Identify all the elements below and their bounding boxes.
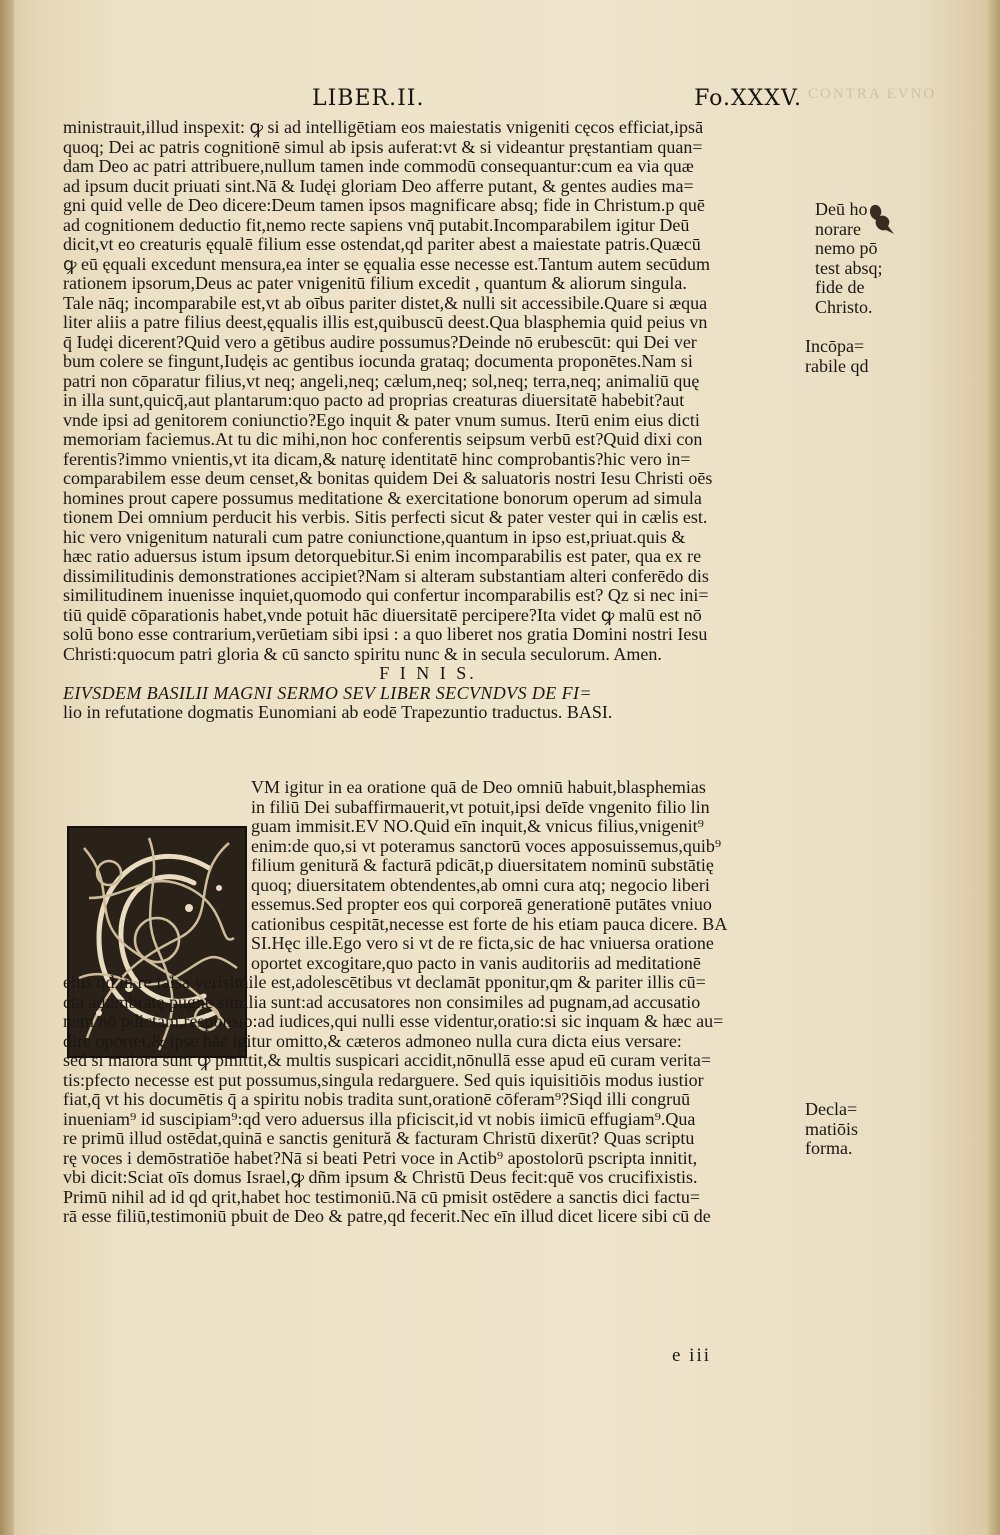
text-line: Christi:quocum patri gloria & cū sancto spiritu nunc & in secula seculorum. Amen. — [63, 644, 662, 664]
text-line: in filiū Dei subaffirmauerit,vt potuit,ipsi deīde vngenito filio lin — [251, 797, 710, 817]
text-line: tis:pfecto necesse est put possumus,singula redarguere. Sed quis iquisitiōis modus iustior — [63, 1070, 704, 1090]
text-line: tionem Dei omnium perducit his verbis. Sitis perfecti sicut & pater vester qui in cælis est. — [63, 508, 708, 527]
text-line: memoriam faciemus.At tu dic mihi,non hoc conferentis seipsum verbū est?Quid dixi con — [63, 430, 703, 449]
text-line: oportet excogitare,quo pacto in vanis auditoriis ad meditationē — [251, 953, 701, 973]
second-sermon-text — [63, 778, 793, 1227]
sermon-title-continued: lio in refutatione dogmatis Eunomiani ab eodē Trapezuntio traductus. BASI. — [63, 703, 613, 722]
text-line: dissimilitudinis demonstrationes accipiet?Nam si alteram substantiam alteri conferēdo dis — [63, 566, 709, 586]
sermon-title: EIVSDEM BASILII MAGNI SERMO SEV LIBER SECVNDVS DE FI= — [63, 683, 592, 703]
signature-mark: e iii — [672, 1345, 712, 1366]
text-line: vnde ipsi ad genitorem coniunctio?Ego inquit & pater vnum sumus. Iterū enim eius dicti — [63, 410, 700, 430]
page-gutter-shadow — [0, 0, 14, 1535]
text-line: ad cognitionem deductio fit,nemo recte sapiens vnq̄ putabit.Incomparabilem igitur Deū — [63, 215, 690, 235]
text-line: quoq; diuersitatem obtendentes,ab omni cura atq; negocio liberi — [251, 875, 710, 895]
text-line: ad ipsum ducit priuati sint.Nā & Iudęi gloriam Deo afferre putant, & gentes audies ma= — [63, 176, 694, 196]
marginal-line: matiōis — [805, 1118, 858, 1139]
text-line: Tale nāq; incomparabile est,vt ab oībus pariter distet,& nulli sit accessibile.Quare si æqua — [63, 293, 708, 313]
marginal-line: forma. — [805, 1138, 853, 1158]
manicule-icon — [868, 200, 896, 236]
text-line: homines prout capere possumus meditatione & exercitatione bonorum operum ad simula — [63, 488, 702, 508]
text-line: dam Deo ac patri attribuere,nullum tamen inde commodū consequantur:cum ea via quæ — [63, 157, 694, 176]
marginal-line: norare — [815, 218, 861, 239]
text-line: liter aliis a patre filius deest,ęqualis illis est,quibuscū deest.Qua blasphemia quid peius vn — [63, 313, 708, 332]
page-fore-edge — [988, 0, 1000, 1535]
text-line: bum colere se fingunt,Iudęis ac gentibus iocunda grataq; documenta proponētes.Nam si — [63, 352, 693, 371]
finis-heading: F I N I S. — [379, 664, 477, 683]
text-line: Primū nihil ad id qd qrit,habet hoc testimoniū.Nā cū pmisit ostēdere a sanctis dici factu= — [63, 1187, 701, 1207]
marginal-note-declamationis — [805, 1100, 858, 1159]
marginal-line: Decla= — [805, 1099, 858, 1119]
text-line: similitudinem inuenisse inquiet,quomodo qui confertur incomparabilis est? Qz si nec ini= — [63, 586, 709, 605]
text-line: cationibus cespitāt,necesse est forte de his etiam pauca dicere. BA — [251, 914, 728, 934]
text-line: nem nō pdictam,responsio:ad iudices,qui nulli esse videntur,oratio:si sic inquam & hæc au= — [63, 1012, 724, 1031]
text-line: essemus.Sed propter eos qui corporeā generationē putātes vniuo — [251, 895, 712, 914]
text-line: patri non cōparatur filius,vt neq; angeli,neq; cælum,neq; sol,neq; terra,neq; animaliū quę — [63, 371, 700, 391]
text-line: sed si maiora sunt ꝙ pmittit,& multis suspicari accidit,nōnullā esse apud eū curam verita= — [63, 1051, 712, 1070]
text-line: dire oportet,& ipse hāc igitur omitto,& cæteros admoneo nulla cura dicta eius versare: — [63, 1031, 682, 1051]
folio-number: Fo.XXXV. — [694, 86, 802, 111]
text-line: solū bono esse contrarium,verūetiam sibi ipsi : a quo liberet nos gratia Domini nostri Iesu — [63, 625, 708, 644]
marginal-line: Deū ho — [815, 199, 868, 219]
text-line: gni quid velle de Deo dicere:Deum tamen ipsos magnificare absq; fide in Christum.p quē — [63, 196, 705, 215]
text-line: rationem ipsorum,Deus ac pater vnigenitū filium excedit , quantum & aliorum singula. — [63, 274, 687, 293]
running-head-book: LIBER.II. — [312, 86, 425, 111]
text-line: cta adumbratę pugnę similia sunt:ad accusatores non consimiles ad pugnam,ad accusatio — [63, 992, 701, 1012]
show-through-text: CONTRA EVNO — [808, 86, 937, 102]
text-line: enim:de quo,si vt poteramus sanctorū voces apposuissemus,quib⁹ — [251, 836, 722, 856]
text-line: eius qd in re falsa verisimile est,adolescētibus vt declamāt pponitur,qm & pariter illis cū= — [63, 973, 706, 992]
text-line: q̄ Iudęi dicerent?Quid vero a gētibus audire possumus?Deinde nō erubescūt: qui Dei ver — [63, 332, 697, 352]
text-line: VM igitur in ea oratione quā de Deo omniū habuit,blasphemias — [251, 778, 706, 797]
text-line: ferentis?immo vnientis,vt ita dicam,& naturę identitatē hinc comprobantis?hic vero in= — [63, 449, 691, 469]
text-line: guam immisit.EV NO.Quid eīn inquit,& vnicus filius,vnigenit⁹ — [251, 817, 704, 836]
marginal-line: Christo. — [815, 296, 873, 317]
main-text-block — [63, 118, 793, 723]
text-line: quoq; Dei ac patris cognitionē simul ab ipsis auferat:vt & si videantur pręstantiam quan= — [63, 137, 703, 157]
text-line: fiat,q̄ vt his documētis q̄ a spiritu nobis tradita sunt,orationē cōferam⁹?Siqd illi congruū — [63, 1090, 691, 1109]
marginal-line: nemo pō — [815, 238, 878, 258]
marginal-line: test absq; — [815, 257, 883, 278]
text-line: ministrauit,illud inspexit: ꝙ si ad intelligētiam eos maiestatis vnigeniti cęcos efficiat,ipsā — [63, 118, 704, 137]
text-line: vbi dicit:Sciat oīs domus Israel,ꝙ dñm ipsum & Christū Deus fecit:quē vos crucifixistis. — [63, 1168, 698, 1187]
text-line: tiū quidē cōparationis habet,vnde potuit hāc diuersitatē percipere?Ita videt ꝙ malū est nō — [63, 605, 702, 625]
text-line: re primū illud ostēdat,quinā e sanctis genitură & facturam Christū dixerūt? Quas scriptu — [63, 1129, 695, 1148]
marginal-line: Incōpa= — [805, 336, 865, 356]
text-line: rā esse filiū,testimoniū pbuit de Deo & patre,qd fecerit.Nec eīn illud dicet licere sibi cū de — [63, 1207, 711, 1226]
text-line: ꝙ eū ęquali excedunt mensura,ea inter se ęqualia esse necesse est.Tantum autem secūdum — [63, 254, 711, 274]
text-line: inueniam⁹ id suscipiam⁹:qd vero aduersus illa pficiscit,id vt nobis iimicū effugiam⁹.Qua — [63, 1109, 696, 1129]
text-line: filium genitură & facturā pdicāt,p diuersitatem nominū substātię — [251, 856, 714, 875]
text-line: rę voces i demōstratiōe habet?Nā si beati Petri voce in Actib⁹ apostolorū pscripta innitit, — [63, 1148, 698, 1168]
marginal-line: fide de — [815, 277, 865, 297]
text-line: in illa sunt,quicq̄,aut plantarum:quo pacto ad proprias creaturas diuersitatē habebit?aut — [63, 391, 685, 410]
text-line: hæc ratio aduersus istum ipsum detorquebitur.Si enim incomparabilis est pater, qua ex re — [63, 547, 702, 566]
text-line: SI.Hęc ille.Ego vero si vt de re ficta,sic de hac vniuersa oratione — [251, 934, 714, 953]
text-line: comparabilem esse deum censet,& bonitas quidem Dei & saluatoris nostri Iesu Christi oēs — [63, 469, 713, 488]
text-line: dicit,vt eo creaturis ęqualē filium esse ostendat,qd pariter abest a maiestate patris.Quæcū — [63, 235, 701, 254]
marginal-line: rabile qd — [805, 355, 869, 376]
text-line: hic vero vnigenitum naturali cum patre coniunctione,quantum in ipso est,priuat.quis & — [63, 527, 686, 547]
marginal-note-incomparabile — [805, 337, 868, 376]
